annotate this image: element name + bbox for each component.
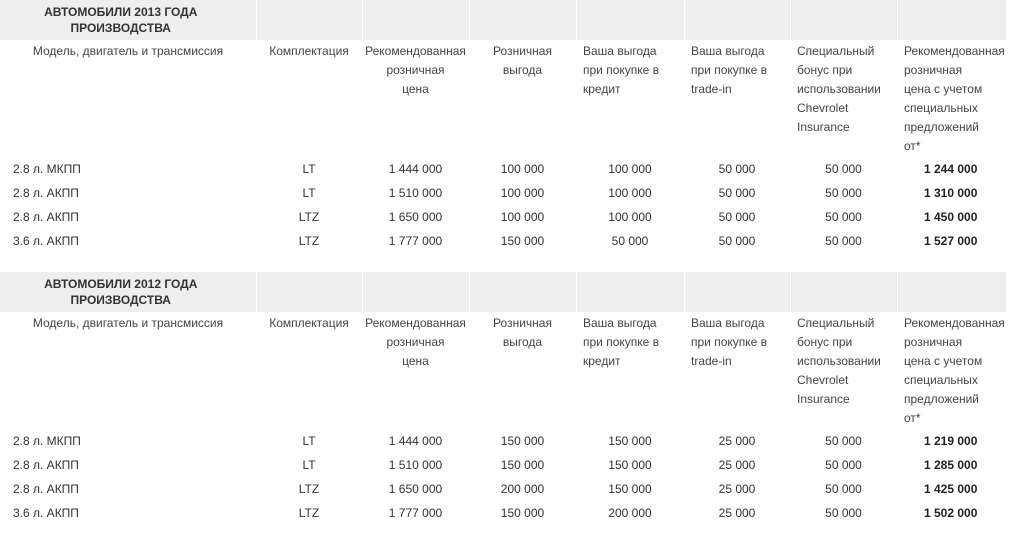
- header-line: розничная: [904, 335, 963, 349]
- header-line: бонус при: [797, 63, 853, 77]
- header-line: цена с учетом: [904, 82, 983, 96]
- cell-insurance-bonus: 50 000: [825, 234, 862, 248]
- group-title-line: АВТОМОБИЛИ 2012 ГОДА: [44, 277, 198, 291]
- group-empty-cell: [790, 0, 897, 40]
- cell-msrp: 1 650 000: [388, 482, 443, 496]
- cell-model: 3.6 л. АКПП: [13, 234, 79, 248]
- group-title: [0, 272, 256, 312]
- header-line: кредит: [583, 82, 621, 96]
- header-model: [0, 40, 256, 157]
- header-line: Модель, двигатель и трансмиссия: [32, 316, 224, 330]
- header-insurance-bonus: [790, 312, 897, 429]
- group-empty-cell: [684, 272, 790, 312]
- header-line: Ваша выгода: [583, 44, 657, 58]
- cell-retail-benefit: 100 000: [500, 186, 545, 200]
- cell-credit-benefit: 100 000: [608, 186, 652, 200]
- header-credit-benefit: [576, 40, 684, 157]
- cell-credit-benefit: 150 000: [608, 482, 652, 496]
- group-empty-cell: [576, 272, 684, 312]
- cell-tradein-benefit: 25 000: [718, 434, 756, 448]
- group-empty-cell: [576, 0, 684, 40]
- header-line: предложений: [904, 392, 979, 406]
- table-row: [0, 181, 1006, 205]
- group-empty-cell: [362, 272, 469, 312]
- cell-trim: LTZ: [298, 234, 320, 248]
- cell-final-price: 1 219 000: [924, 434, 978, 448]
- header-line: цена: [402, 82, 429, 96]
- header-line: Ваша выгода: [691, 44, 765, 58]
- header-model: [0, 312, 256, 429]
- header-line: Рекомендованная: [904, 316, 1005, 330]
- header-line: при покупке в: [691, 63, 768, 77]
- group-empty-cell: [256, 272, 362, 312]
- cell-credit-benefit: 200 000: [608, 506, 652, 520]
- cell-retail-benefit: 200 000: [500, 482, 545, 496]
- header-line: специальных: [904, 101, 978, 115]
- cell-trim: LTZ: [298, 210, 320, 224]
- header-line: Рекомендованная: [365, 44, 466, 58]
- header-trim: [256, 40, 362, 157]
- table-row: [0, 501, 1006, 525]
- cell-tradein-benefit: 50 000: [718, 234, 756, 248]
- cell-credit-benefit: 100 000: [608, 162, 652, 176]
- cell-final-price: 1 450 000: [924, 210, 978, 224]
- header-credit-benefit: [576, 312, 684, 429]
- cell-retail-benefit: 100 000: [500, 210, 545, 224]
- header-line: от*: [904, 411, 921, 425]
- header-msrp: [362, 40, 469, 157]
- cell-msrp: 1 650 000: [388, 210, 443, 224]
- cell-trim: LT: [302, 458, 316, 472]
- cell-msrp: 1 777 000: [388, 506, 443, 520]
- header-line: розничная: [904, 63, 963, 77]
- header-line: предложений: [904, 120, 979, 134]
- header-insurance-bonus: [790, 40, 897, 157]
- header-line: Chevrolet: [797, 101, 849, 115]
- cell-credit-benefit: 150 000: [608, 434, 652, 448]
- cell-msrp: 1 444 000: [388, 434, 443, 448]
- group-empty-cell: [362, 0, 469, 40]
- cell-model: 2.8 л. МКПП: [13, 162, 81, 176]
- cell-model: 2.8 л. АКПП: [13, 210, 79, 224]
- header-line: Ваша выгода: [583, 316, 657, 330]
- header-line: Insurance: [797, 120, 850, 134]
- cell-retail-benefit: 150 000: [500, 506, 545, 520]
- cell-insurance-bonus: 50 000: [825, 210, 862, 224]
- header-line: использовании: [797, 354, 881, 368]
- cell-credit-benefit: 50 000: [611, 234, 649, 248]
- header-line: trade-in: [691, 82, 732, 96]
- group-empty-cell: [684, 0, 790, 40]
- cell-tradein-benefit: 50 000: [718, 210, 756, 224]
- header-final-price: [897, 40, 1006, 157]
- cell-retail-benefit: 150 000: [500, 458, 545, 472]
- header-line: розничная: [386, 63, 445, 77]
- cell-tradein-benefit: 50 000: [718, 186, 756, 200]
- cell-credit-benefit: 100 000: [608, 210, 652, 224]
- cell-trim: LT: [302, 162, 316, 176]
- table-row: [0, 429, 1006, 453]
- table-row: [0, 157, 1006, 181]
- header-tradein-benefit: [684, 40, 790, 157]
- header-line: при покупке в: [691, 335, 768, 349]
- cell-model: 3.6 л. АКПП: [13, 506, 79, 520]
- cell-tradein-benefit: 50 000: [718, 162, 756, 176]
- header-msrp: [362, 312, 469, 429]
- table-row: [0, 205, 1006, 229]
- cell-msrp: 1 444 000: [388, 162, 443, 176]
- header-line: цена: [402, 354, 429, 368]
- group-empty-cell: [469, 0, 576, 40]
- header-line: Ваша выгода: [691, 316, 765, 330]
- cell-insurance-bonus: 50 000: [825, 434, 862, 448]
- cell-insurance-bonus: 50 000: [825, 482, 862, 496]
- group-title-line: ПРОИЗВОДСТВА: [70, 21, 171, 35]
- header-line: trade-in: [691, 354, 732, 368]
- price-table-2012: [0, 272, 1007, 525]
- price-table-2013: [0, 0, 1007, 253]
- header-line: Розничная: [493, 316, 552, 330]
- group-empty-cell: [256, 0, 362, 40]
- table-row: [0, 453, 1006, 477]
- cell-retail-benefit: 150 000: [500, 434, 545, 448]
- group-title-row: [0, 0, 1006, 40]
- cell-tradein-benefit: 25 000: [718, 506, 756, 520]
- cell-trim: LT: [302, 434, 316, 448]
- cell-final-price: 1 285 000: [924, 458, 978, 472]
- cell-credit-benefit: 150 000: [608, 458, 652, 472]
- header-line: использовании: [797, 82, 881, 96]
- cell-tradein-benefit: 25 000: [718, 482, 756, 496]
- cell-msrp: 1 510 000: [388, 186, 443, 200]
- group-empty-cell: [790, 272, 897, 312]
- cell-final-price: 1 527 000: [924, 234, 978, 248]
- cell-model: 2.8 л. МКПП: [13, 434, 81, 448]
- cell-tradein-benefit: 25 000: [718, 458, 756, 472]
- header-line: Комплектация: [269, 44, 349, 58]
- group-empty-cell: [469, 272, 576, 312]
- table-row: [0, 229, 1006, 253]
- header-line: кредит: [583, 354, 621, 368]
- table-row: [0, 477, 1006, 501]
- cell-msrp: 1 510 000: [388, 458, 443, 472]
- group-empty-cell: [897, 272, 1006, 312]
- header-line: бонус при: [797, 335, 853, 349]
- cell-final-price: 1 310 000: [924, 186, 978, 200]
- cell-final-price: 1 244 000: [924, 162, 978, 176]
- header-line: розничная: [386, 335, 445, 349]
- group-title-row: [0, 272, 1006, 312]
- cell-final-price: 1 502 000: [924, 506, 978, 520]
- header-line: при покупке в: [583, 63, 660, 77]
- header-line: Рекомендованная: [365, 316, 466, 330]
- header-final-price: [897, 312, 1006, 429]
- header-row: [0, 40, 1006, 157]
- header-line: выгода: [502, 63, 543, 77]
- cell-model: 2.8 л. АКПП: [13, 186, 79, 200]
- header-line: Модель, двигатель и трансмиссия: [32, 44, 224, 58]
- header-line: Комплектация: [269, 316, 349, 330]
- cell-trim: LTZ: [298, 506, 320, 520]
- cell-retail-benefit: 100 000: [500, 162, 545, 176]
- cell-model: 2.8 л. АКПП: [13, 482, 79, 496]
- header-trim: [256, 312, 362, 429]
- cell-retail-benefit: 150 000: [500, 234, 545, 248]
- header-line: цена с учетом: [904, 354, 983, 368]
- group-title-line: ПРОИЗВОДСТВА: [70, 293, 171, 307]
- cell-insurance-bonus: 50 000: [825, 162, 862, 176]
- header-tradein-benefit: [684, 312, 790, 429]
- cell-insurance-bonus: 50 000: [825, 458, 862, 472]
- header-retail-benefit: [469, 40, 576, 157]
- cell-insurance-bonus: 50 000: [825, 506, 862, 520]
- header-line: Рекомендованная: [904, 44, 1005, 58]
- cell-final-price: 1 425 000: [924, 482, 978, 496]
- header-line: Розничная: [493, 44, 552, 58]
- header-line: Специальный: [797, 44, 875, 58]
- cell-trim: LTZ: [298, 482, 320, 496]
- header-line: специальных: [904, 373, 978, 387]
- header-line: от*: [904, 139, 921, 153]
- cell-insurance-bonus: 50 000: [825, 186, 862, 200]
- group-empty-cell: [897, 0, 1006, 40]
- header-line: Insurance: [797, 392, 850, 406]
- header-retail-benefit: [469, 312, 576, 429]
- header-line: при покупке в: [583, 335, 660, 349]
- cell-trim: LT: [302, 186, 316, 200]
- header-line: выгода: [502, 335, 543, 349]
- group-title-line: АВТОМОБИЛИ 2013 ГОДА: [44, 5, 198, 19]
- header-row: [0, 312, 1006, 429]
- group-title: [0, 0, 256, 40]
- cell-model: 2.8 л. АКПП: [13, 458, 79, 472]
- cell-msrp: 1 777 000: [388, 234, 443, 248]
- header-line: Chevrolet: [797, 373, 849, 387]
- header-line: Специальный: [797, 316, 875, 330]
